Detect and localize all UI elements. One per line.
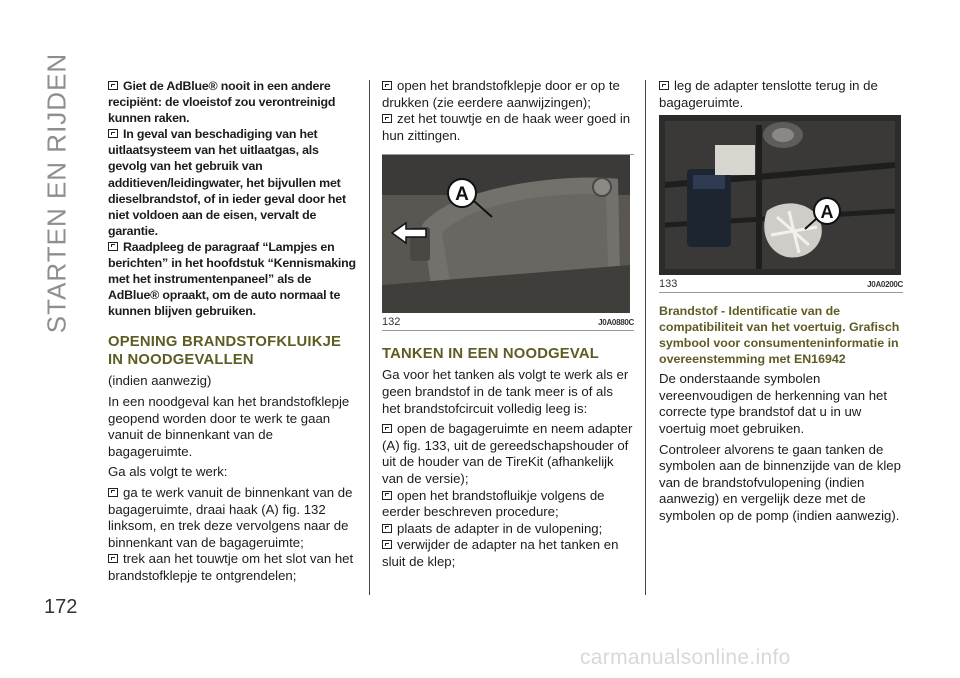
book-icon: [108, 81, 118, 90]
column-3: [659, 78, 903, 525]
list-item: ga te werk vanuit de binnenkant van de bagageruimte, draai haak (A) fig. 132 linksom, en trek deze vervolgens naar de binnenkant van de bagageruimte;: [108, 484, 353, 550]
book-icon: [659, 81, 669, 90]
figure-label-a: A: [455, 184, 469, 206]
book-icon: [108, 488, 118, 497]
book-icon: [108, 242, 118, 251]
list-item: open het brandstofluikje volgens de eerder beschreven procedure;: [382, 487, 605, 520]
book-icon: [108, 554, 118, 563]
list-item: plaats de adapter in de vulopening;: [382, 521, 634, 538]
column-divider: [645, 80, 646, 595]
book-icon: [382, 540, 392, 549]
section-tab: [36, 52, 78, 334]
book-icon: [108, 129, 118, 138]
figure-133: [659, 115, 903, 293]
section-heading: OPENING BRANDSTOFKLUIKJE IN NOODGEVALLEN: [108, 334, 342, 369]
list-item: leg de adapter tenslotte terug in de bagageruimte.: [659, 78, 878, 110]
column-2: [382, 78, 634, 571]
column-divider: [369, 80, 370, 595]
section-heading: Brandstof - Identificatie van de compatibiliteit van het voertuig. Grafisch symbool voor consumenteninformatie in overeenstemming met EN16942: [659, 304, 900, 367]
warning-item: Raadpleeg de paragraaf “Lampjes en berichten” in het hoofdstuk “Kennismaking met het instrumentenpaneel” als de AdBlue® opraakt, om de auto normaal te kunnen blijven gebruiken.: [108, 239, 356, 319]
list-item: open het brandstofklepje door er op te drukken (zie eerdere aanwijzingen);: [382, 78, 620, 110]
paragraph: (indien aanwezig): [108, 373, 212, 389]
figure-code: J0A0200C: [867, 279, 903, 289]
section-tab-label: STARTEN EN RIJDEN: [41, 52, 72, 334]
list-item: open de bagageruimte en neem adapter (A) fig. 133, uit de gereedschapshouder of uit de houder van de TireKit (afhankelijk van de versie);: [382, 421, 633, 486]
book-icon: [382, 424, 392, 433]
book-icon: [382, 524, 392, 533]
figure-number: 132: [382, 316, 401, 329]
figure-code: J0A0880C: [598, 317, 634, 327]
section-heading: TANKEN IN EEN NOODGEVAL: [382, 346, 599, 363]
column-1: [108, 78, 360, 585]
figure-132: [382, 154, 634, 331]
list-item: zet het touwtje en de haak weer goed in hun zittingen.: [382, 111, 631, 143]
trunk-tray-photo: [659, 115, 901, 275]
book-icon: [382, 81, 392, 90]
book-icon: [382, 114, 392, 123]
page-number: 172: [44, 596, 78, 618]
warning-item: Giet de AdBlue® nooit in een andere recipiënt: de vloeistof zou verontreinigd kunnen raken.: [108, 79, 336, 126]
watermark: carmanualsonline.info: [580, 646, 791, 669]
warning-item: In geval van beschadiging van het uitlaatsysteem van het uitlaatgas, als gevolg van het gebruik van additieven/leidingwater, het bijvullen met dieselbrandstof, of in ieder geval door het niet voldoen aan de eisen, vervalt de garantie.: [108, 127, 346, 238]
paragraph: Ga als volgt te werk:: [108, 464, 228, 480]
paragraph: Ga voor het tanken als volgt te werk als er geen brandstof in de tank meer is of als het brandstofcircuit volledig leeg is:: [382, 367, 629, 416]
paragraph: Controleer alvorens te gaan tanken de symbolen aan de binnenzijde van de klep van de brandstofvulopening (indien aanwezig) en vergelijk deze met de symbolen op de pomp (indien aanwezig).: [659, 441, 901, 523]
paragraph: De onderstaande symbolen vereenvoudigen de herkenning van het correcte type brandstof dat u in uw voertuig moet gebruiken.: [659, 371, 888, 436]
book-icon: [382, 491, 392, 500]
list-item: verwijder de adapter na het tanken en sluit de klep;: [382, 537, 619, 569]
figure-number: 133: [659, 278, 678, 291]
trunk-panel-photo: [382, 155, 630, 313]
figure-label-a: A: [820, 202, 834, 223]
list-item: trek aan het touwtje om het slot van het brandstofklepje te ontgrendelen;: [108, 551, 354, 583]
paragraph: In een noodgeval kan het brandstofklepje geopend worden door te werk te gaan vanuit de binnenkant van de bagageruimte.: [108, 394, 350, 459]
